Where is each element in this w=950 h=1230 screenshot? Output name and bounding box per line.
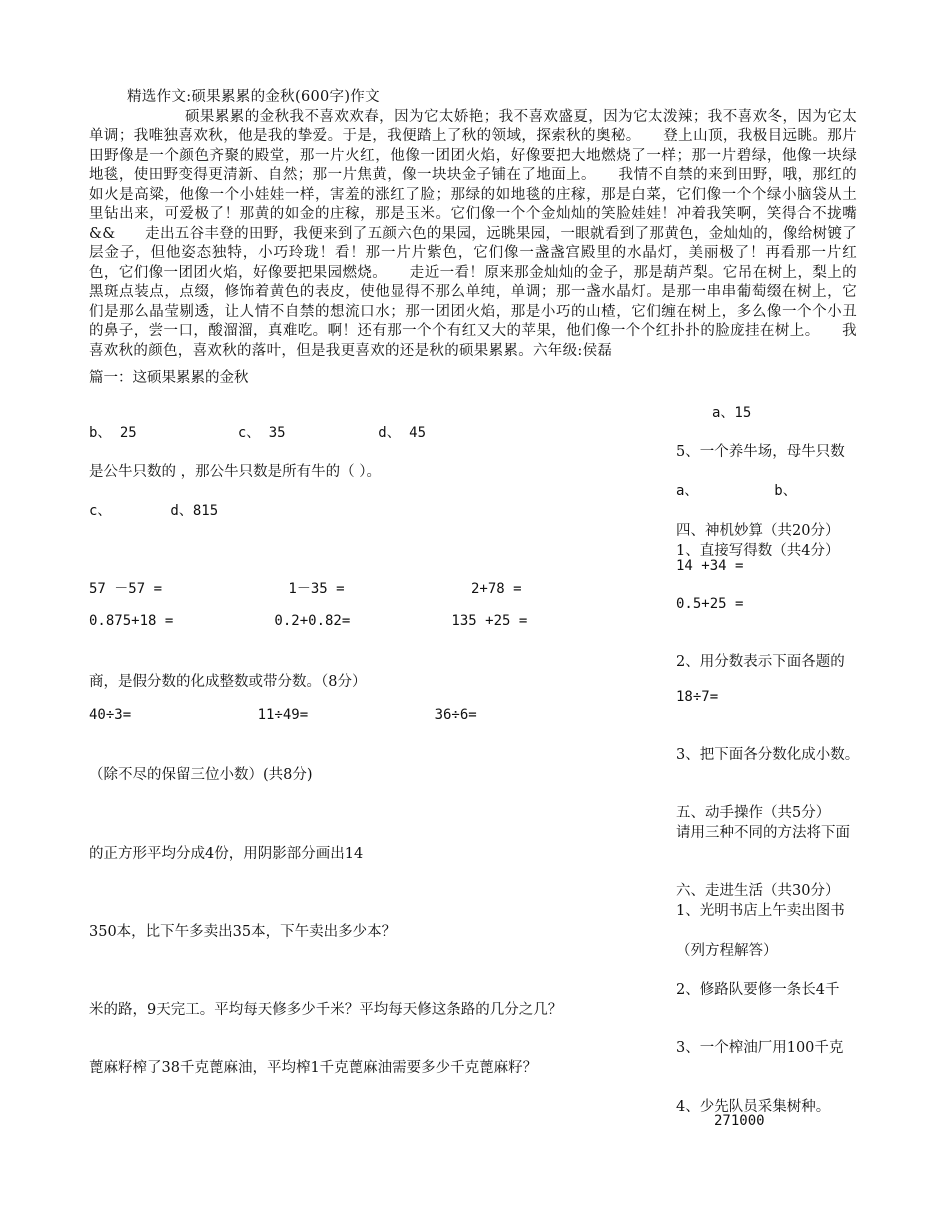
calc-c: 18÷7= [676, 689, 719, 705]
question-6-3: 3、一个榨油厂用100千克 [676, 1040, 844, 1056]
calc-row-2: 0.875+18 = 0.2+0.82= 135 +25 = [89, 613, 528, 629]
calc-row-1: 57 －57 = 1－35 = 2+78 = [89, 581, 522, 597]
oil-question-tail: 蓖麻籽榨了38千克蓖麻油，平均榨1千克蓖麻油需要多少千克蓖麻籽？ [89, 1060, 538, 1076]
question-4-3: 3、把下面各分数化成小数。 [676, 747, 860, 763]
number-271000: 271000 [714, 1113, 765, 1129]
calc-b: 0.5+25 = [676, 596, 744, 612]
question-5: 5、一个养牛场，母牛只数 [676, 444, 845, 460]
square-task: 的正方形平均分成4份，用阴影部分画出14 [89, 846, 364, 862]
section-5-task: 请用三种不同的方法将下面 [676, 825, 850, 841]
section-4-heading: 四、神机妙算（共20分） [676, 523, 840, 539]
section-6-heading: 六、走进生活（共30分） [676, 883, 840, 899]
choices-row-2: c、 d、815 [89, 503, 219, 519]
essay-body: 硕果累累的金秋我不喜欢欢春，因为它太娇艳；我不喜欢盛夏，因为它太泼辣；我不喜欢冬，因为它太单调；我唯独喜欢秋，他是我的挚爱。于是，我便踏上了秋的领域，探索秋的奥秘。 登上山顶，我极目远眺。那片田野像是一个颜色齐聚的殿堂，那一片火红，他像一团团火焰，好像要把大地燃烧了一样；那一片碧绿，他像一块绿地毯，使田野变得更清新、自然；那一片焦黄，像一块块金子铺在了地面上。 我情不自禁的来到田野，哦，那红的如火是高粱，他像一个小娃娃一样，害羞的涨红了脸；那绿的如地毯的庄稼，那是白菜，它们像一个个绿小脑袋从土里钻出来，可爱极了！那黄的如金的庄稼，那是玉米。它们像一个个金灿灿的笑脸娃娃！冲着我笑啊，笑得合不拢嘴&& 走出五谷丰登的田野，我便来到了五颜六色的果园，远眺果园，一眼就看到了那黄色，金灿灿的，像给树镀了层金子，但他姿态独特，小巧玲珑！看！那一片片紫色，它们像一盏盏宫殿里的水晶灯，美丽极了！再看那一片红色，它们像一团团火焰，好像要把果园燃烧。 走近一看！原来那金灿灿的金子，那是葫芦梨。它吊在树上，梨上的黑斑点装点，点缀，修饰着黄色的表皮，使他显得不那么单纯，单调；那一盏水晶灯。是那一串串葡萄缀在树上，它们是那么晶莹剔透，让人情不自禁的想流口水；那一团团火焰，那是小巧的山楂，它们缠在树上，多么像一个个小丑的鼻子，尝一口，酸溜溜，真难吃。啊！还有那一个个有红又大的苹果，他们像一个个红扑扑的脸庞挂在树上。 我喜欢秋的颜色，喜欢秋的落叶，但是我更喜欢的还是秋的硕果累累。六年级:侯磊 [89, 108, 857, 359]
choices-row-1: b、 25 c、 35 d、 45 [89, 425, 427, 441]
question-6-2: 2、修路队要修一条长4千 [676, 982, 840, 998]
calc-a: 14 +34 = [676, 558, 744, 574]
question-4-1: 1、直接写得数（共4分） [676, 543, 840, 559]
question-bull-tail: 是公牛只数的 ，那公牛只数是所有牛的（ ）。 [89, 464, 381, 480]
essay-title: 精选作文:硕果累累的金秋(600字)作文 [127, 89, 380, 105]
division-row: 40÷3= 11÷49= 36÷6= [89, 707, 477, 723]
bookstore-question-tail: 350本，比下午多卖出35本，下午卖出多少本？ [89, 924, 397, 940]
section-heading: 篇一：这硕果累累的金秋 [89, 370, 249, 386]
question-4-2: 2、用分数表示下面各题的 [676, 654, 845, 670]
choice-a: a、15 [712, 405, 752, 421]
section-5-heading: 五、动手操作（共5分） [676, 805, 831, 821]
question-6-1: 1、光明书店上午卖出图书 [676, 903, 845, 919]
question-6-4: 4、少先队员采集树种。 [676, 1099, 831, 1115]
question-6-1-note: （列方程解答） [676, 943, 778, 959]
decimal-note: （除不尽的保留三位小数）(共8分) [89, 767, 313, 783]
fraction-intro: 商，是假分数的化成整数或带分数。（8分） [89, 674, 367, 690]
road-question-tail: 米的路，9天完工。平均每天修多少千米？平均每天修这条路的几分之几？ [89, 1002, 563, 1018]
essay-block [89, 88, 857, 361]
choices-ab: a、 b、 [676, 483, 797, 499]
